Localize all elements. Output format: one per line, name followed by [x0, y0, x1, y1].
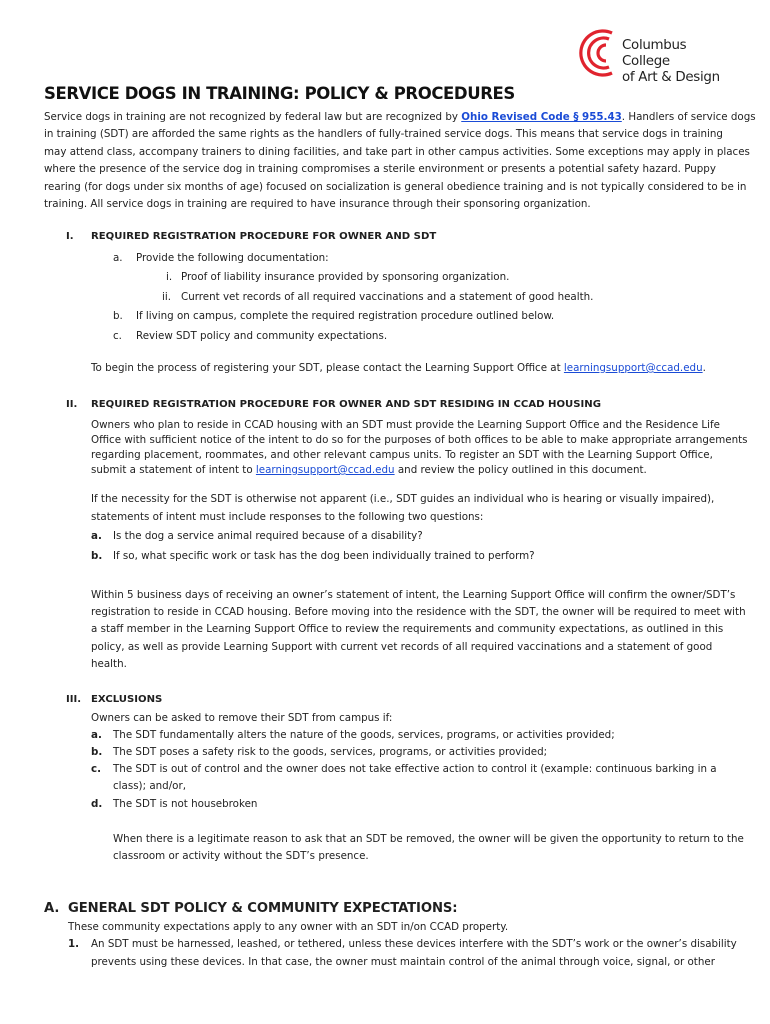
intro-line-2: in training (SDT) are afforded the same rights as the handlers of fully-trained service dogs. This means that service dogs in training [44, 128, 723, 140]
intro-text: . Handlers of service dogs [621, 111, 756, 123]
removal-note-line: classroom or activity without the SDT’s presence. [113, 850, 369, 862]
intro-text: Service dogs in training are not recognized by federal law but are recognized by [44, 111, 462, 123]
list-item: Proof of liability insurance provided by sponsoring organization. [181, 271, 510, 283]
exclusion-item: The SDT is not housebroken [113, 798, 258, 810]
confirmation-paragraph-line: Within 5 business days of receiving an owner’s statement of intent, the Learning Support Office will confirm the owner/SDT’s [91, 589, 736, 601]
list-marker: a. [91, 729, 102, 741]
learning-support-email-link[interactable]: learningsupport@ccad.edu [255, 464, 395, 476]
list-marker: 1. [68, 938, 80, 950]
expectation-item-line: An SDT must be harnessed, leashed, or tethered, unless these devices interfere with the SDT’s work or the owner’s disability [91, 938, 737, 950]
page-title: SERVICE DOGS IN TRAINING: POLICY & PROCEDURES [44, 84, 515, 103]
question-item: If so, what specific work or task has the dog been individually trained to perform? [113, 550, 535, 562]
list-marker: i. [166, 271, 173, 283]
logo-line-1: Columbus College [622, 38, 687, 69]
contact-text: To begin the process of registering your SDT, please contact the Learning Support Office at [91, 362, 564, 374]
confirmation-paragraph-line: policy, as well as provide Learning Support with current vet records of all required vaccinations and a statement of good [91, 641, 713, 653]
exclusion-item: The SDT fundamentally alters the nature of the goods, services, programs, or activities provided; [113, 729, 615, 741]
exclusion-item: The SDT is out of control and the owner does not take effective action to control it (example: continuous barking in a [113, 763, 717, 775]
section-1-heading: REQUIRED REGISTRATION PROCEDURE FOR OWNER AND SDT [91, 231, 437, 242]
section-2-heading: REQUIRED REGISTRATION PROCEDURE FOR OWNER AND SDT RESIDING IN CCAD HOUSING [91, 399, 602, 410]
list-marker: b. [113, 310, 123, 322]
intro-line-4: where the presence of the service dog in training compromises a sterile environment or presents a potential safety hazard. Puppy [44, 163, 716, 175]
housing-paragraph-line: regarding placement, roommates, and other relevant campus units. To register an SDT with the Learning Support Office, [91, 449, 713, 461]
ohio-code-link[interactable]: Ohio Revised Code § 955.43 [461, 111, 622, 123]
housing-text: and review the policy outlined in this document. [394, 464, 647, 476]
exclusion-item-cont: class); and/or, [113, 780, 186, 792]
intro-line-1 [44, 109, 756, 127]
list-marker: b. [91, 746, 103, 758]
list-marker: c. [113, 330, 122, 342]
ccad-logo-icon [576, 27, 620, 79]
list-marker: d. [91, 798, 103, 810]
list-marker: a. [91, 530, 102, 542]
logo-line-2: of Art & Design [622, 70, 720, 85]
contact-text: . [702, 362, 706, 374]
exclusions-intro: Owners can be asked to remove their SDT from campus if: [91, 712, 393, 724]
list-item: If living on campus, complete the required registration procedure outlined below. [136, 310, 555, 322]
list-marker: b. [91, 550, 103, 562]
confirmation-paragraph-line: a staff member in the Learning Support Office to review the requirements and community expectations, as outlined in this [91, 623, 724, 635]
necessity-paragraph-line: If the necessity for the SDT is otherwise not apparent (i.e., SDT guides an individual who is hearing or visually impaired), [91, 493, 715, 505]
housing-text: submit a statement of intent to [91, 464, 256, 476]
list-marker: a. [113, 252, 123, 264]
confirmation-paragraph-line: registration to reside in CCAD housing. Before moving into the residence with the SDT, the owner will be required to meet with [91, 606, 746, 618]
intro-line-6: training. All service dogs in training are required to have insurance through their sponsoring organization. [44, 198, 591, 210]
intro-line-5: rearing (for dogs under six months of age) focused on socialization is general obedience training and is not typically considered to be in [44, 181, 747, 193]
housing-paragraph-line: Office with sufficient notice of the intent to do so for the purposes of both offices to be able to make appropriate arrangements [91, 434, 748, 446]
section-3-number: III. [66, 694, 82, 705]
intro-line-3: may attend class, accompany trainers to dining facilities, and take part in other campus activities. Some exceptions may apply in places [44, 146, 750, 158]
removal-note-line: When there is a legitimate reason to ask that an SDT be removed, the owner will be given the opportunity to return to the [113, 833, 744, 845]
list-item: Review SDT policy and community expectations. [136, 330, 388, 342]
college-logo [576, 27, 736, 85]
exclusion-item: The SDT poses a safety risk to the goods, services, programs, or activities provided; [113, 746, 548, 758]
section-a-heading: GENERAL SDT POLICY & COMMUNITY EXPECTATIONS: [68, 901, 458, 916]
section-a-mark: A. [44, 901, 60, 916]
list-item: Provide the following documentation: [136, 252, 329, 264]
contact-line [91, 360, 706, 378]
learning-support-email-link[interactable]: learningsupport@ccad.edu [563, 362, 703, 374]
expectation-item-line: prevents using these devices. In that case, the owner must maintain control of the animal through voice, signal, or other [91, 956, 715, 968]
necessity-paragraph-line: statements of intent must include responses to the following two questions: [91, 511, 484, 523]
question-item: Is the dog a service animal required because of a disability? [113, 530, 423, 542]
housing-paragraph-line: Owners who plan to reside in CCAD housing with an SDT must provide the Learning Support Office and the Residence Life [91, 419, 720, 431]
section-2-number: II. [66, 399, 78, 410]
list-marker: c. [91, 763, 102, 775]
section-3-heading: EXCLUSIONS [91, 694, 163, 705]
list-marker: ii. [162, 291, 171, 303]
housing-paragraph-line [91, 462, 647, 480]
list-item: Current vet records of all required vaccinations and a statement of good health. [181, 291, 594, 303]
expectations-intro: These community expectations apply to any owner with an SDT in/on CCAD property. [68, 921, 509, 933]
section-1-number: I. [66, 231, 74, 242]
confirmation-paragraph-line: health. [91, 658, 127, 670]
